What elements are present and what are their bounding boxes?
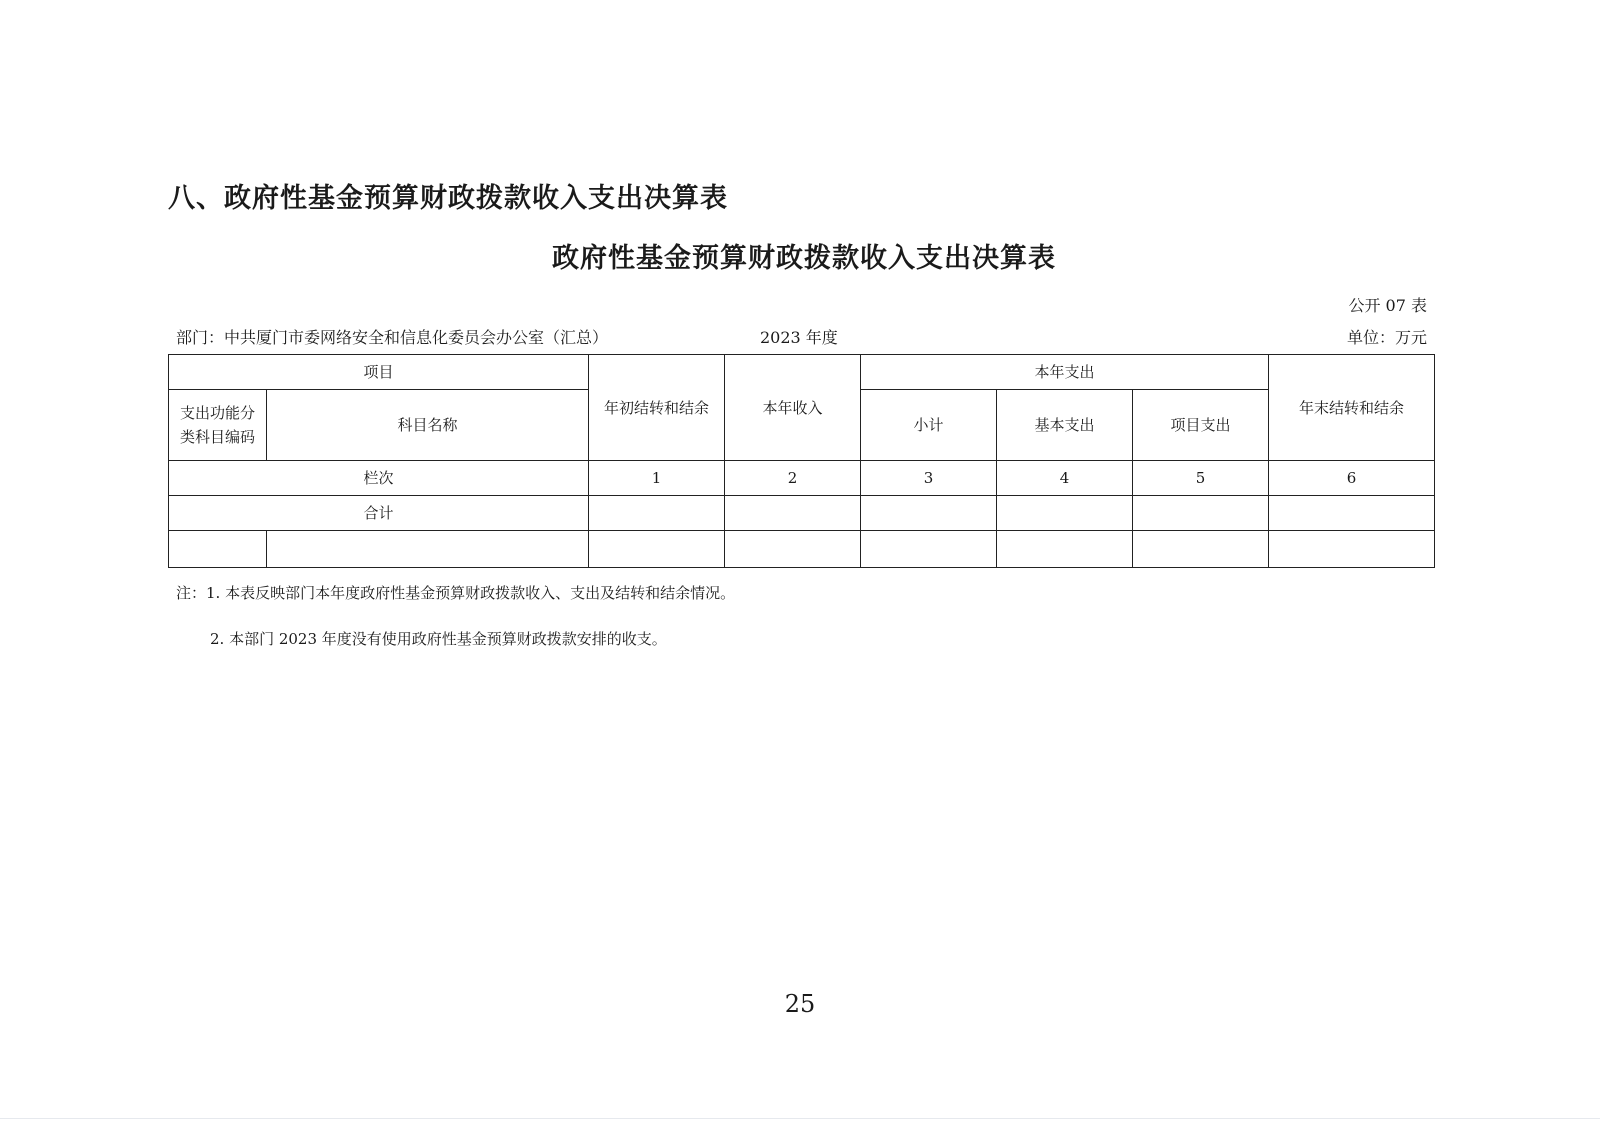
section-heading: 八、政府性基金预算财政拨款收入支出决算表 [168,183,728,214]
header-subtotal: 小计 [861,390,997,461]
column-number-label: 栏次 [169,461,589,496]
note-1: 注：1. 本表反映部门本年度政府性基金预算财政拨款收入、支出及结转和结余情况。 [176,584,736,602]
column-number-cell: 3 [861,461,997,496]
header-project-expense: 项目支出 [1133,390,1269,461]
header-subject-name: 科目名称 [267,390,589,461]
report-year: 2023 年度 [760,328,838,347]
note-2: 2. 本部门 2023 年度没有使用政府性基金预算财政拨款安排的收支。 [210,630,667,648]
total-cell [1133,496,1269,531]
header-current-expense: 本年支出 [861,355,1269,390]
column-number-cell: 5 [1133,461,1269,496]
row-cell [725,531,861,568]
header-closing-balance: 年末结转和结余 [1269,355,1435,461]
header-opening-balance: 年初结转和结余 [589,355,725,461]
row-subject-name [267,531,589,568]
page-edge-divider [0,1118,1600,1119]
total-cell [997,496,1133,531]
column-number-cell: 2 [725,461,861,496]
row-cell [997,531,1133,568]
header-row-1 [169,355,1435,390]
total-row [169,496,1435,531]
row-cell [1269,531,1435,568]
row-cell [1133,531,1269,568]
total-cell [861,496,997,531]
header-project: 项目 [169,355,589,390]
column-number-row [169,461,1435,496]
row-function-code [169,531,267,568]
table-row [169,531,1435,568]
total-cell [1269,496,1435,531]
total-cell [725,496,861,531]
column-number-cell: 1 [589,461,725,496]
column-number-cell: 6 [1269,461,1435,496]
department-line: 部门：中共厦门市委网络安全和信息化委员会办公室（汇总） [176,328,609,347]
header-function-code: 支出功能分类科目编码 [169,390,267,461]
page-number: 25 [784,990,816,1018]
unit-label: 单位：万元 [1346,328,1427,347]
total-cell [589,496,725,531]
table-title: 政府性基金预算财政拨款收入支出决算表 [552,243,1056,274]
header-basic-expense: 基本支出 [997,390,1133,461]
form-number: 公开 07 表 [1348,296,1427,315]
budget-table [168,354,1435,568]
row-cell [861,531,997,568]
header-current-income: 本年收入 [725,355,861,461]
column-number-cell: 4 [997,461,1133,496]
row-cell [589,531,725,568]
total-label: 合计 [169,496,589,531]
